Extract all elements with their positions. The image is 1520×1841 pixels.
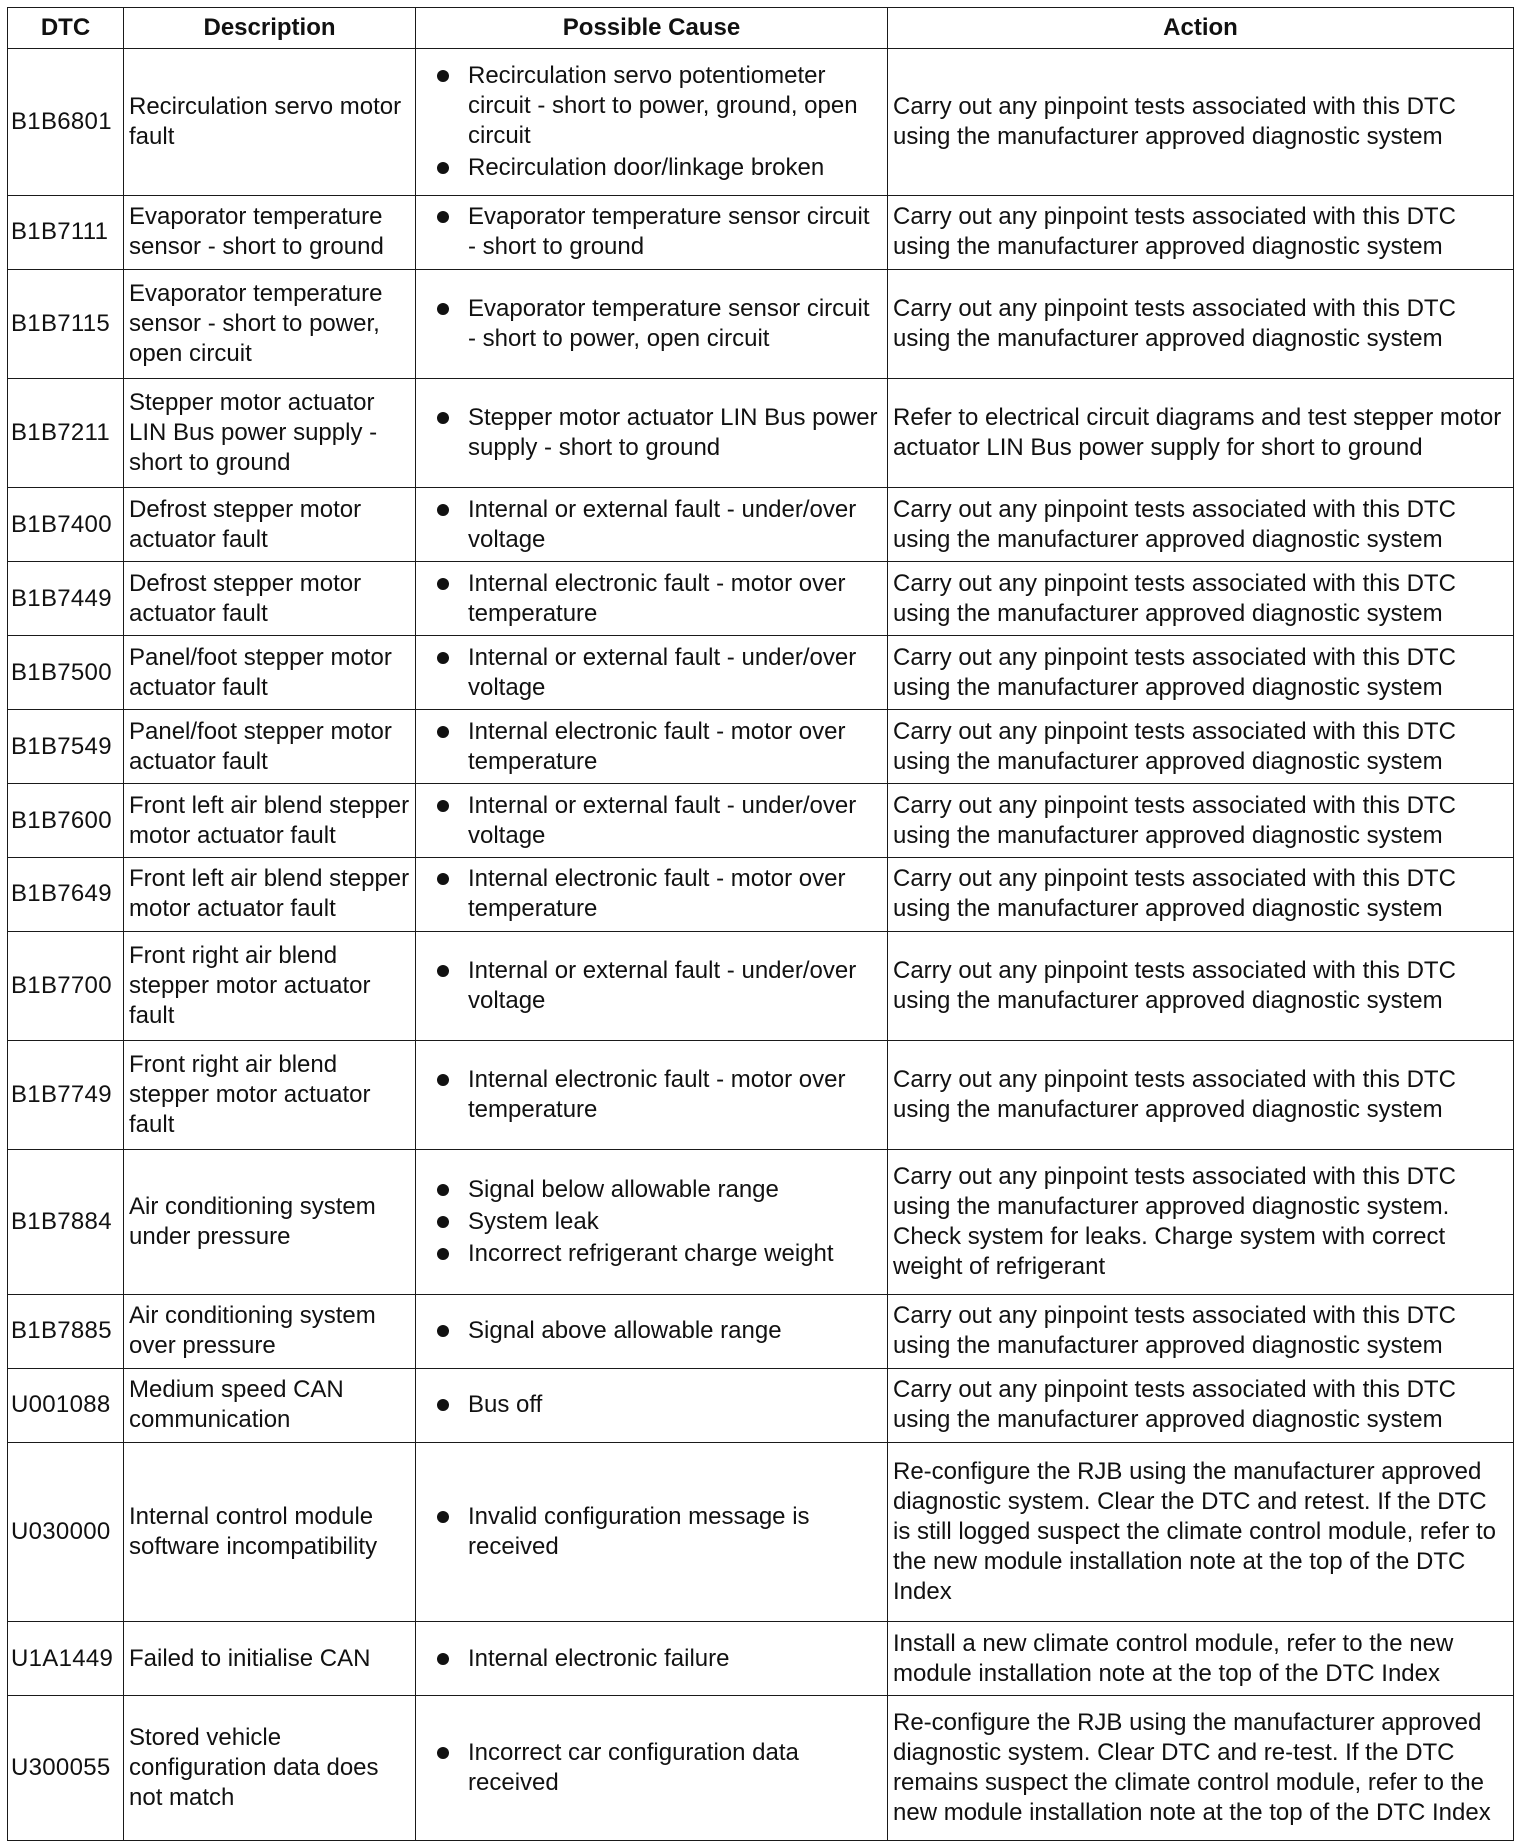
- possible-cause-item: Internal electronic fault - motor over temperature: [434, 569, 882, 629]
- possible-cause-item: Invalid configuration message is received: [434, 1502, 882, 1562]
- table-row: [8, 784, 1514, 858]
- possible-cause-item: Bus off: [434, 1390, 882, 1420]
- dtc-code: B1B7211: [8, 378, 124, 487]
- header-action: Action: [888, 8, 1514, 49]
- possible-cause-item: Internal electronic failure: [434, 1644, 882, 1674]
- table-body: [8, 49, 1514, 1841]
- dtc-action: Carry out any pinpoint tests associated with this DTC using the manufacturer approved diagnostic system: [888, 710, 1514, 784]
- possible-cause-list: [434, 1316, 882, 1346]
- possible-cause-list: [434, 1065, 882, 1125]
- possible-cause-item: Internal or external fault - under/over voltage: [434, 495, 882, 555]
- header-description: Description: [124, 8, 416, 49]
- possible-cause-list: [434, 294, 882, 354]
- table-row: [8, 1696, 1514, 1841]
- possible-cause-list: [434, 956, 882, 1016]
- dtc-code: B1B7115: [8, 269, 124, 378]
- table-row: [8, 1294, 1514, 1368]
- possible-cause-cell: [416, 1696, 888, 1841]
- table-row: [8, 710, 1514, 784]
- header-dtc: DTC: [8, 8, 124, 49]
- dtc-code: U1A1449: [8, 1622, 124, 1696]
- dtc-description: Stepper motor actuator LIN Bus power supply - short to ground: [124, 378, 416, 487]
- possible-cause-list: [434, 202, 882, 262]
- dtc-description: Evaporator temperature sensor - short to power, open circuit: [124, 269, 416, 378]
- possible-cause-item: Incorrect refrigerant charge weight: [434, 1239, 882, 1269]
- dtc-code: B1B7400: [8, 488, 124, 562]
- dtc-table: [7, 7, 1514, 1841]
- possible-cause-list: [434, 1390, 882, 1420]
- possible-cause-cell: [416, 488, 888, 562]
- possible-cause-item: Internal or external fault - under/over voltage: [434, 956, 882, 1016]
- possible-cause-cell: [416, 49, 888, 196]
- dtc-code: B1B7885: [8, 1294, 124, 1368]
- possible-cause-cell: [416, 1442, 888, 1622]
- possible-cause-item: Signal below allowable range: [434, 1175, 882, 1205]
- dtc-action: Re-configure the RJB using the manufacturer approved diagnostic system. Clear DTC and re-test. If the DTC remains suspect the climate control module, refer to the new module installation note at the top of the DTC Index: [888, 1696, 1514, 1841]
- dtc-action: Carry out any pinpoint tests associated with this DTC using the manufacturer approved diagnostic system: [888, 1041, 1514, 1150]
- possible-cause-list: [434, 1175, 882, 1269]
- dtc-description: Recirculation servo motor fault: [124, 49, 416, 196]
- table-row: [8, 562, 1514, 636]
- dtc-description: Defrost stepper motor actuator fault: [124, 488, 416, 562]
- dtc-description: Front left air blend stepper motor actuator fault: [124, 858, 416, 932]
- dtc-action: Carry out any pinpoint tests associated with this DTC using the manufacturer approved diagnostic system: [888, 858, 1514, 932]
- possible-cause-item: Evaporator temperature sensor circuit - short to power, open circuit: [434, 294, 882, 354]
- dtc-action: Refer to electrical circuit diagrams and test stepper motor actuator LIN Bus power supply for short to ground: [888, 378, 1514, 487]
- possible-cause-item: System leak: [434, 1207, 882, 1237]
- table-row: [8, 195, 1514, 269]
- dtc-description: Air conditioning system over pressure: [124, 1294, 416, 1368]
- possible-cause-cell: [416, 195, 888, 269]
- possible-cause-cell: [416, 269, 888, 378]
- possible-cause-item: Internal electronic fault - motor over temperature: [434, 1065, 882, 1125]
- dtc-description: Front left air blend stepper motor actuator fault: [124, 784, 416, 858]
- possible-cause-cell: [416, 710, 888, 784]
- table-row: [8, 49, 1514, 196]
- dtc-action: Carry out any pinpoint tests associated with this DTC using the manufacturer approved diagnostic system. Check system for leaks. Charge system with correct weight of refrigerant: [888, 1150, 1514, 1294]
- dtc-description: Medium speed CAN communication: [124, 1368, 416, 1442]
- dtc-action: Carry out any pinpoint tests associated with this DTC using the manufacturer approved diagnostic system: [888, 488, 1514, 562]
- table-row: [8, 1368, 1514, 1442]
- table-row: [8, 1442, 1514, 1622]
- table-row: [8, 931, 1514, 1040]
- dtc-description: Evaporator temperature sensor - short to ground: [124, 195, 416, 269]
- dtc-action: Carry out any pinpoint tests associated with this DTC using the manufacturer approved diagnostic system: [888, 269, 1514, 378]
- dtc-code: B1B7549: [8, 710, 124, 784]
- possible-cause-cell: [416, 1041, 888, 1150]
- table-row: [8, 1150, 1514, 1294]
- dtc-description: Defrost stepper motor actuator fault: [124, 562, 416, 636]
- dtc-action: Carry out any pinpoint tests associated with this DTC using the manufacturer approved diagnostic system: [888, 1368, 1514, 1442]
- table-row: [8, 858, 1514, 932]
- dtc-code: U300055: [8, 1696, 124, 1841]
- possible-cause-cell: [416, 1294, 888, 1368]
- possible-cause-cell: [416, 931, 888, 1040]
- possible-cause-cell: [416, 1622, 888, 1696]
- possible-cause-cell: [416, 784, 888, 858]
- possible-cause-list: [434, 569, 882, 629]
- dtc-action: Carry out any pinpoint tests associated with this DTC using the manufacturer approved diagnostic system: [888, 636, 1514, 710]
- possible-cause-list: [434, 864, 882, 924]
- possible-cause-list: [434, 717, 882, 777]
- dtc-code: B1B6801: [8, 49, 124, 196]
- possible-cause-list: [434, 1502, 882, 1562]
- possible-cause-item: Signal above allowable range: [434, 1316, 882, 1346]
- possible-cause-cell: [416, 1150, 888, 1294]
- dtc-description: Panel/foot stepper motor actuator fault: [124, 636, 416, 710]
- possible-cause-item: Recirculation servo potentiometer circuit - short to power, ground, open circuit: [434, 61, 882, 151]
- table-row: [8, 269, 1514, 378]
- dtc-code: B1B7449: [8, 562, 124, 636]
- dtc-code: B1B7649: [8, 858, 124, 932]
- dtc-action: Install a new climate control module, refer to the new module installation note at the top of the DTC Index: [888, 1622, 1514, 1696]
- dtc-action: Re-configure the RJB using the manufacturer approved diagnostic system. Clear the DTC and retest. If the DTC is still logged suspect the climate control module, refer to the new module installation note at the top of the DTC Index: [888, 1442, 1514, 1622]
- dtc-action: Carry out any pinpoint tests associated with this DTC using the manufacturer approved diagnostic system: [888, 784, 1514, 858]
- dtc-description: Internal control module software incompatibility: [124, 1442, 416, 1622]
- possible-cause-list: [434, 643, 882, 703]
- dtc-code: B1B7600: [8, 784, 124, 858]
- header-possible-cause: Possible Cause: [416, 8, 888, 49]
- header-row: [8, 8, 1514, 49]
- possible-cause-item: Incorrect car configuration data received: [434, 1738, 882, 1798]
- possible-cause-list: [434, 1644, 882, 1674]
- dtc-description: Air conditioning system under pressure: [124, 1150, 416, 1294]
- possible-cause-item: Internal or external fault - under/over voltage: [434, 791, 882, 851]
- possible-cause-item: Recirculation door/linkage broken: [434, 153, 882, 183]
- table-row: [8, 488, 1514, 562]
- dtc-code: B1B7700: [8, 931, 124, 1040]
- possible-cause-cell: [416, 636, 888, 710]
- possible-cause-item: Internal electronic fault - motor over temperature: [434, 864, 882, 924]
- dtc-code: U030000: [8, 1442, 124, 1622]
- dtc-action: Carry out any pinpoint tests associated with this DTC using the manufacturer approved diagnostic system: [888, 562, 1514, 636]
- dtc-action: Carry out any pinpoint tests associated with this DTC using the manufacturer approved diagnostic system: [888, 931, 1514, 1040]
- dtc-code: B1B7749: [8, 1041, 124, 1150]
- dtc-code: B1B7111: [8, 195, 124, 269]
- possible-cause-list: [434, 1738, 882, 1798]
- dtc-code: U001088: [8, 1368, 124, 1442]
- dtc-description: Front right air blend stepper motor actuator fault: [124, 1041, 416, 1150]
- dtc-description: Stored vehicle configuration data does not match: [124, 1696, 416, 1841]
- table-row: [8, 1041, 1514, 1150]
- possible-cause-item: Internal electronic fault - motor over temperature: [434, 717, 882, 777]
- dtc-action: Carry out any pinpoint tests associated with this DTC using the manufacturer approved diagnostic system: [888, 49, 1514, 196]
- table-row: [8, 378, 1514, 487]
- dtc-code: B1B7884: [8, 1150, 124, 1294]
- dtc-action: Carry out any pinpoint tests associated with this DTC using the manufacturer approved diagnostic system: [888, 195, 1514, 269]
- possible-cause-list: [434, 495, 882, 555]
- possible-cause-item: Stepper motor actuator LIN Bus power supply - short to ground: [434, 403, 882, 463]
- possible-cause-list: [434, 61, 882, 183]
- possible-cause-cell: [416, 1368, 888, 1442]
- possible-cause-item: Evaporator temperature sensor circuit - short to ground: [434, 202, 882, 262]
- possible-cause-cell: [416, 378, 888, 487]
- table-row: [8, 1622, 1514, 1696]
- dtc-description: Front right air blend stepper motor actuator fault: [124, 931, 416, 1040]
- possible-cause-list: [434, 791, 882, 851]
- possible-cause-list: [434, 403, 882, 463]
- table-row: [8, 636, 1514, 710]
- possible-cause-cell: [416, 562, 888, 636]
- dtc-description: Panel/foot stepper motor actuator fault: [124, 710, 416, 784]
- dtc-description: Failed to initialise CAN: [124, 1622, 416, 1696]
- dtc-code: B1B7500: [8, 636, 124, 710]
- dtc-action: Carry out any pinpoint tests associated with this DTC using the manufacturer approved diagnostic system: [888, 1294, 1514, 1368]
- possible-cause-item: Internal or external fault - under/over voltage: [434, 643, 882, 703]
- possible-cause-cell: [416, 858, 888, 932]
